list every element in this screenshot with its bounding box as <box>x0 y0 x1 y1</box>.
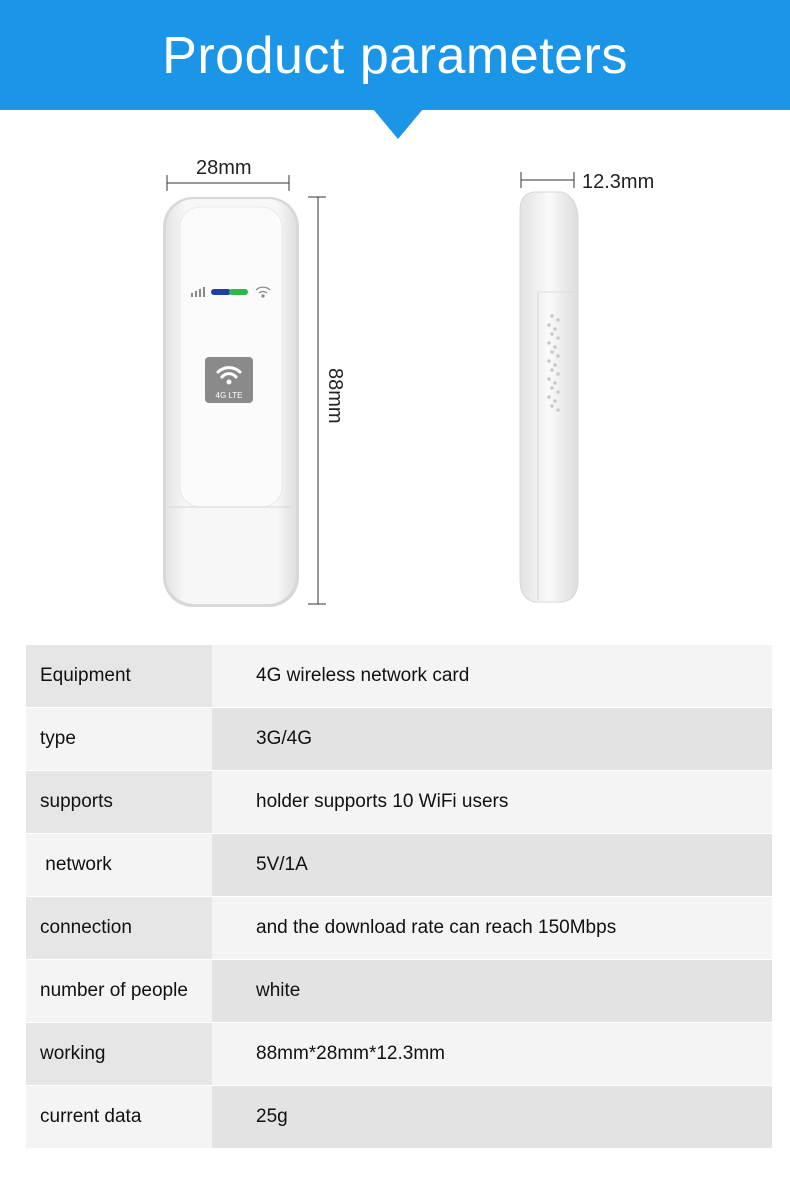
spec-value: 4G wireless network card <box>212 645 772 707</box>
height-label: 88mm <box>324 368 346 424</box>
table-row <box>26 1086 772 1149</box>
dongle-side-view <box>520 192 578 602</box>
spec-label: number of people <box>26 960 212 1022</box>
spec-value: white <box>212 960 772 1022</box>
spec-label: current data <box>26 1086 212 1148</box>
table-row <box>26 771 772 834</box>
lte-badge-text: 4G LTE <box>215 391 243 400</box>
lte-badge <box>205 357 253 403</box>
width-label: 28mm <box>196 157 252 179</box>
table-row <box>26 708 772 771</box>
spec-value: 3G/4G <box>212 708 772 770</box>
spec-label: working <box>26 1023 212 1085</box>
spec-value: 5V/1A <box>212 834 772 896</box>
height-dimension-line <box>308 197 326 604</box>
spec-label: network <box>26 834 212 896</box>
spec-value: 25g <box>212 1086 772 1148</box>
spec-value: holder supports 10 WiFi users <box>212 771 772 833</box>
led-indicator <box>211 289 248 295</box>
table-row <box>26 645 772 708</box>
product-illustration <box>0 140 790 620</box>
banner-pointer <box>373 109 423 139</box>
thickness-dimension-line <box>521 172 574 188</box>
dongle-front-view <box>163 197 299 607</box>
table-row <box>26 834 772 897</box>
spec-label: connection <box>26 897 212 959</box>
table-row <box>26 1023 772 1086</box>
thickness-label: 12.3mm <box>582 171 655 193</box>
spec-label: Equipment <box>26 645 212 707</box>
page-title: Product parameters <box>162 27 628 85</box>
spec-label: type <box>26 708 212 770</box>
table-row <box>26 897 772 960</box>
spec-table <box>26 645 772 1149</box>
width-dimension-line <box>167 175 289 191</box>
table-row <box>26 960 772 1023</box>
spec-value: and the download rate can reach 150Mbps <box>212 897 772 959</box>
spec-label: supports <box>26 771 212 833</box>
spec-value: 88mm*28mm*12.3mm <box>212 1023 772 1085</box>
